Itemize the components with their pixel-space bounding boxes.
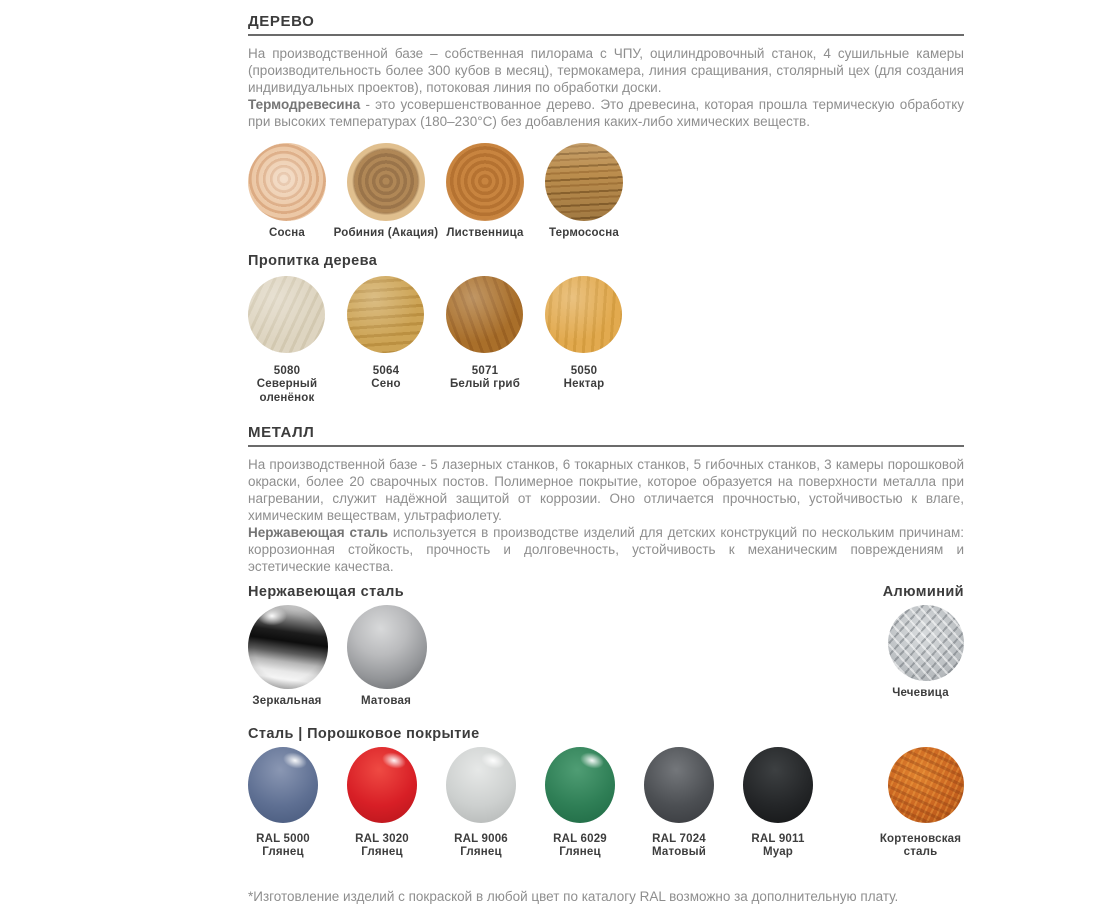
impregnation-label-5050: 5050 Нектар — [563, 364, 605, 390]
wood-species-item-pine — [248, 143, 347, 241]
impregnation-swatch-5050 — [545, 276, 622, 353]
aluminum-label: Чечевица — [892, 687, 949, 699]
impregnation-label-5064: 5064 Сено — [371, 364, 401, 390]
powder-item-ral9011 — [743, 747, 842, 860]
wood-title-divider — [248, 34, 964, 36]
aluminum-item — [876, 605, 975, 701]
ral3020-label: RAL 3020 Глянец — [355, 832, 409, 858]
metal-term-bold: Нержавеющая сталь — [248, 525, 388, 540]
robinia-swatch — [347, 143, 425, 221]
aluminum-swatch — [888, 605, 964, 681]
impregnation-swatch-5080 — [248, 276, 325, 353]
matte-steel-label: Матовая — [360, 695, 412, 707]
wood-species-item-larch — [446, 143, 545, 241]
ral9011-swatch — [743, 747, 813, 823]
pine-label: Сосна — [269, 227, 305, 239]
wood-term-paragraph — [248, 96, 964, 130]
aluminum-title: Алюминий — [882, 584, 964, 600]
ral7024-swatch — [644, 747, 714, 823]
powder-coating-title: Сталь | Порошковое покрытие — [248, 725, 480, 742]
mirror-steel-swatch — [248, 605, 328, 689]
corten-label: Кортеновская сталь — [879, 832, 962, 858]
stainless-title: Нержавеющая сталь — [248, 584, 405, 600]
impregnation-swatch-5071 — [446, 276, 523, 353]
corten-item — [876, 747, 975, 860]
impregnation-label-5080: 5080 Северный оленёнок — [256, 364, 318, 404]
impregnation-row — [248, 276, 964, 406]
wood-species-row — [248, 143, 964, 241]
metal-title-divider — [248, 445, 964, 447]
corten-swatch — [888, 747, 964, 823]
metal-term-paragraph — [248, 524, 964, 575]
impregnation-label-5071: 5071 Белый гриб — [449, 364, 521, 390]
impregnation-item-5050 — [545, 276, 644, 392]
wood-term-bold: Термодревесина — [248, 97, 361, 112]
stainless-item-mirror — [248, 605, 347, 709]
wood-intro-paragraph — [248, 45, 964, 96]
robinia-label: Робиния (Акация) — [333, 227, 439, 239]
content-column — [248, 0, 964, 904]
larch-swatch — [446, 143, 524, 221]
ral3020-swatch — [347, 747, 417, 823]
ral9006-swatch — [446, 747, 516, 823]
ral5000-label: RAL 5000 Глянец — [256, 832, 310, 858]
mirror-steel-label: Зеркальная — [252, 695, 322, 707]
ral9006-label: RAL 9006 Глянец — [454, 832, 508, 858]
wood-term-rest: - это усовершенствованное дерево. Это древесина, которая прошла термическую обработку при высоких температурах (180–230°С) без добавления каких-либо химических веществ. — [248, 97, 964, 129]
stainless-item-matte — [347, 605, 446, 709]
metal-subheadings-row — [248, 584, 964, 600]
wood-section-title: ДЕРЕВО — [248, 13, 315, 30]
wood-species-item-thermopine — [545, 143, 644, 241]
wood-intro-text: На производственной базе – собственная пилорама с ЧПУ, оцилиндровочный станок, 4 сушильные камеры (производительность более 300 кубов в месяц), термокамера, линия сращивания, столярный цех (для создания индивидуальных проектов), потоковая линия по обработки доски. — [248, 46, 964, 95]
ral-footnote: *Изготовление изделий с покраской в любой цвет по каталогу RAL возможно за дополнительную плату. — [248, 888, 899, 904]
ral6029-label: RAL 6029 Глянец — [553, 832, 607, 858]
ral5000-swatch — [248, 747, 318, 823]
pine-swatch — [248, 143, 326, 221]
metal-term-rest: используется в производстве изделий для детских конструкций по нескольким причинам: коррозионная стойкость, прочность и долговечность, устойчивость к механическим повреждениям и эстетические качества. — [248, 525, 964, 574]
impregnation-swatch-5064 — [347, 276, 424, 353]
powder-coating-row — [248, 747, 964, 860]
ral6029-swatch — [545, 747, 615, 823]
larch-label: Лиственница — [446, 227, 524, 239]
thermopine-label: Термососна — [549, 227, 619, 239]
metal-intro-text: На производственной базе - 5 лазерных станков, 6 токарных станков, 5 гибочных станков, 3 камеры порошковой окраски, более 20 сварочных постов. Полимерное покрытие, которое образуется на поверхности металла при нагревании, служит надёжной защитой от коррозии. Оно отличается прочностью, устойчивостью к влаге, химическим веществам, ультрафиолету. — [248, 457, 964, 523]
impregnation-title: Пропитка дерева — [248, 252, 378, 269]
stainless-row — [248, 605, 964, 709]
wood-species-item-robinia — [333, 143, 446, 241]
metal-section-title: МЕТАЛЛ — [248, 424, 315, 441]
thermopine-swatch — [545, 143, 623, 221]
ral9011-label: RAL 9011 Муар — [751, 832, 805, 858]
metal-intro-paragraph — [248, 456, 964, 524]
matte-steel-swatch — [347, 605, 427, 689]
ral7024-label: RAL 7024 Матовый — [652, 832, 706, 858]
